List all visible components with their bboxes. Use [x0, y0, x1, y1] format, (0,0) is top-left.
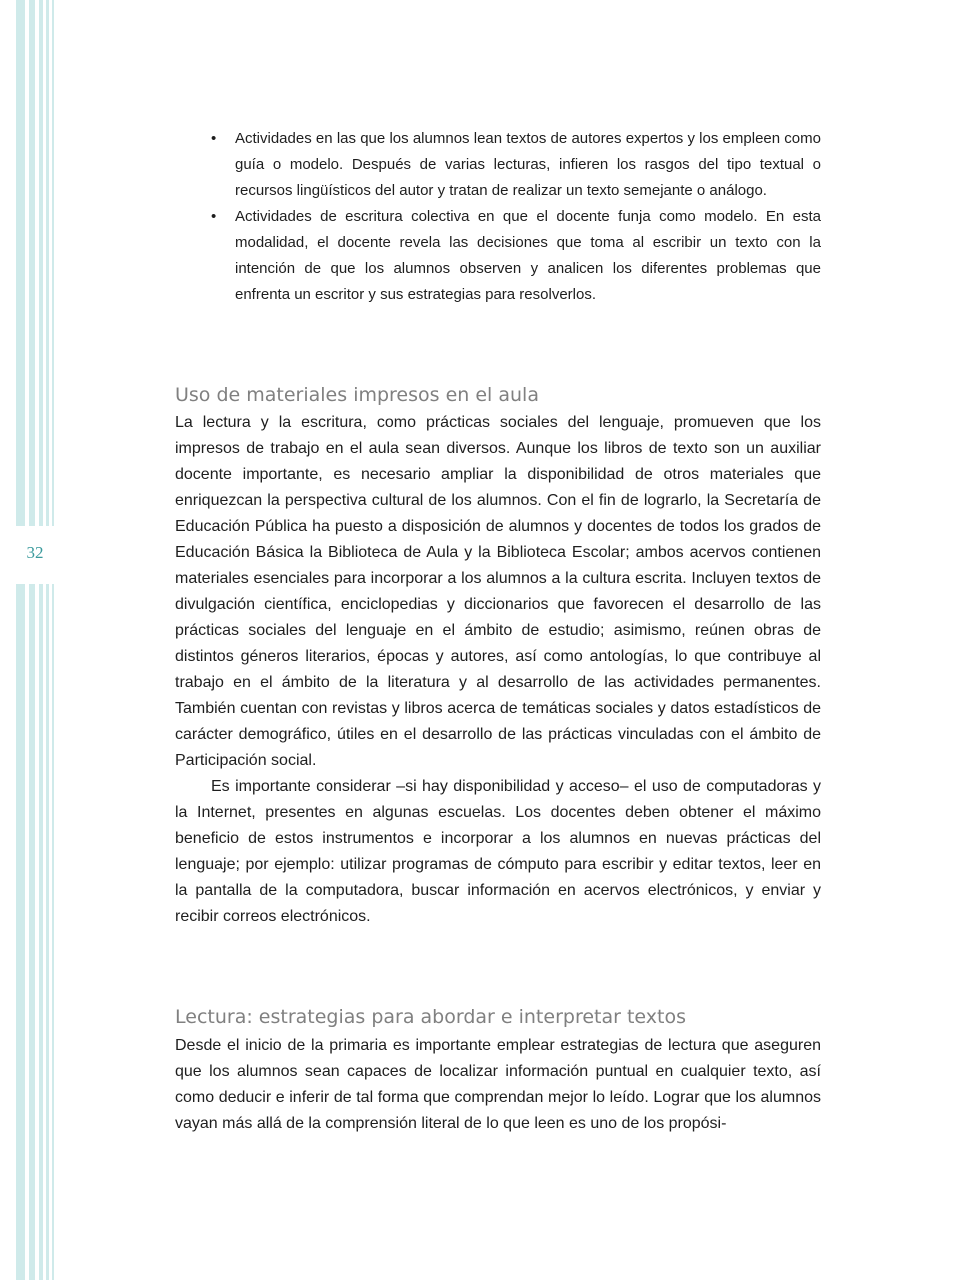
stripe [46, 584, 49, 1280]
stripe [16, 0, 25, 526]
paragraph: La lectura y la escritura, como prácticas sociales del lenguaje, promueven que los impresos de trabajo en el aula sean diversos. Aunque los libros de texto son un auxiliar docente importante, es necesario ampliar la disponibilidad de otros materiales que enriquezcan la perspectiva cultural de los alumnos. Con el fin de lograrlo, la Secretaría de Educación Pública ha puesto a disposición de alumnos y docentes de todos los grados de Educación Básica la Biblioteca de Aula y la Biblioteca Escolar; ambos acervos contienen materiales esenciales para incorporar a los alumnos a la cultura escrita. Incluyen textos de divulgación científica, enciclopedias y diccionarios que favorecen el desarrollo de las prácticas sociales del lenguaje en el ámbito de estudio; asimismo, reúnen obras de distintos géneros literarios, épocas y autores, así como antologías, lo que contribuye al trabajo en el ámbito de la literatura y al desarrollo de las actividades permanentes. También cuentan con revistas y libros acerca de temáticas sociales y datos estadísticos de carácter demográfico, útiles en el desarrollo de las prácticas vinculadas con el ámbito de Participación social. [175, 414, 821, 769]
bullet-icon: • [211, 208, 217, 225]
list-item-text: Actividades de escritura colectiva en que el docente funja como modelo. En esta modalidad, el docente revela las decisiones que toma al escribir un texto con la intención de que los alumnos observen y analicen los diferentes problemas que enfrenta un escritor y sus estrategias para resolverlos. [235, 208, 821, 303]
stripe [39, 584, 43, 1280]
list-item [210, 126, 821, 204]
list-item-text: Actividades en las que los alumnos lean textos de autores expertos y los empleen como guía o modelo. Después de varias lecturas, infieren los rasgos del tipo textual o recursos lingüísticos del autor y tratan de realizar un texto semejante o análogo. [235, 130, 821, 199]
paragraph: Desde el inicio de la primaria es importante emplear estrategias de lectura que aseguren que los alumnos sean capaces de localizar información puntual en cualquier texto, así como deducir e inferir de tal forma que comprendan mejor lo leído. Lograr que los alumnos vayan más allá de la comprensión literal de lo que leen es uno de los propósi- [175, 1037, 821, 1132]
stripe [52, 0, 54, 526]
stripe [39, 0, 43, 526]
decorative-margin-stripes [0, 0, 60, 1280]
bullet-icon: • [211, 130, 217, 147]
section-heading-materiales: Uso de materiales impresos en el aula [175, 384, 539, 406]
paragraph: Es importante considerar –si hay disponibilidad y acceso– el uso de computadoras y la Internet, presentes en algunas escuelas. Los docentes deben obtener el máximo beneficio de estos instrumentos e incorporar a los alumnos en nuevas prácticas del lenguaje; por ejemplo: utilizar programas de cómputo para escribir y editar textos, leer en la pantalla de la computadora, buscar información en acervos electrónicos, y enviar y recibir correos electrónicos. [175, 778, 821, 925]
stripe [16, 584, 25, 1280]
list-item [210, 204, 821, 308]
page-number: 32 [26, 543, 44, 562]
stripe [29, 0, 35, 526]
bullet-list [210, 126, 821, 308]
stripe [52, 584, 54, 1280]
section-heading-lectura: Lectura: estrategias para abordar e interpretar textos [175, 1006, 686, 1028]
stripe [46, 0, 49, 526]
stripe [29, 584, 35, 1280]
